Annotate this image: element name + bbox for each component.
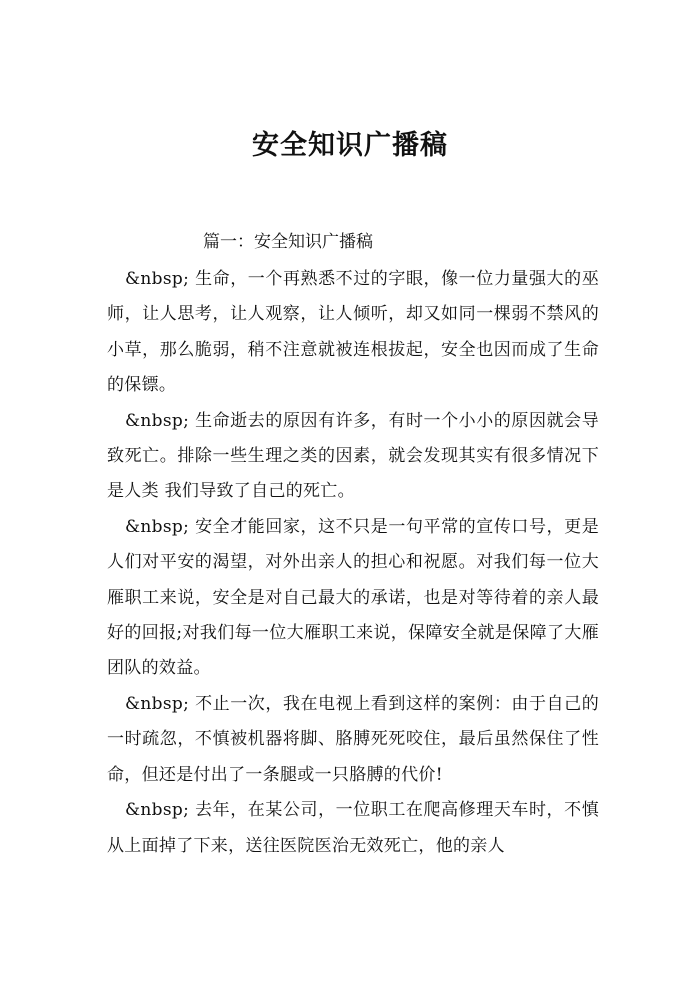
paragraph: &nbsp; 生命逝去的原因有许多，有时一个小小的原因就会导致死亡。排除一些生理之类的因素，就会发现其实有很多情况下是人类 我们导致了自己的死亡。: [107, 410, 599, 502]
document-subtitle: 篇一：安全知识广播稿: [203, 232, 373, 252]
paragraph: &nbsp; 安全才能回家，这不只是一句平常的宣传口号，更是人们对平安的渴望，对外出亲人的担心和祝愿。对我们每一位大雁职工来说，安全是对自己最大的承诺，也是对等待着的亲人最好的回报;对我们每一位大雁职工来说，保障安全就是保障了大雁团队的效益。: [107, 516, 599, 679]
document-body: [107, 262, 599, 864]
paragraph: &nbsp; 去年，在某公司，一位职工在爬高修理天车时，不慎从上面掉了下来，送往医院医治无效死亡，他的亲人: [107, 800, 599, 856]
document-title: 安全知识广播稿: [252, 130, 448, 161]
paragraph: &nbsp; 生命，一个再熟悉不过的字眼，像一位力量强大的巫师，让人思考，让人观察，让人倾听，却又如同一棵弱不禁风的小草，那么脆弱，稍不注意就被连根拔起，安全也因而成了生命的保镖。: [107, 269, 599, 396]
paragraph: &nbsp; 不止一次，我在电视上看到这样的案例：由于自己的一时疏忽，不慎被机器将脚、胳膊死死咬住，最后虽然保住了性命，但还是付出了一条腿或一只胳膊的代价!: [107, 693, 599, 785]
